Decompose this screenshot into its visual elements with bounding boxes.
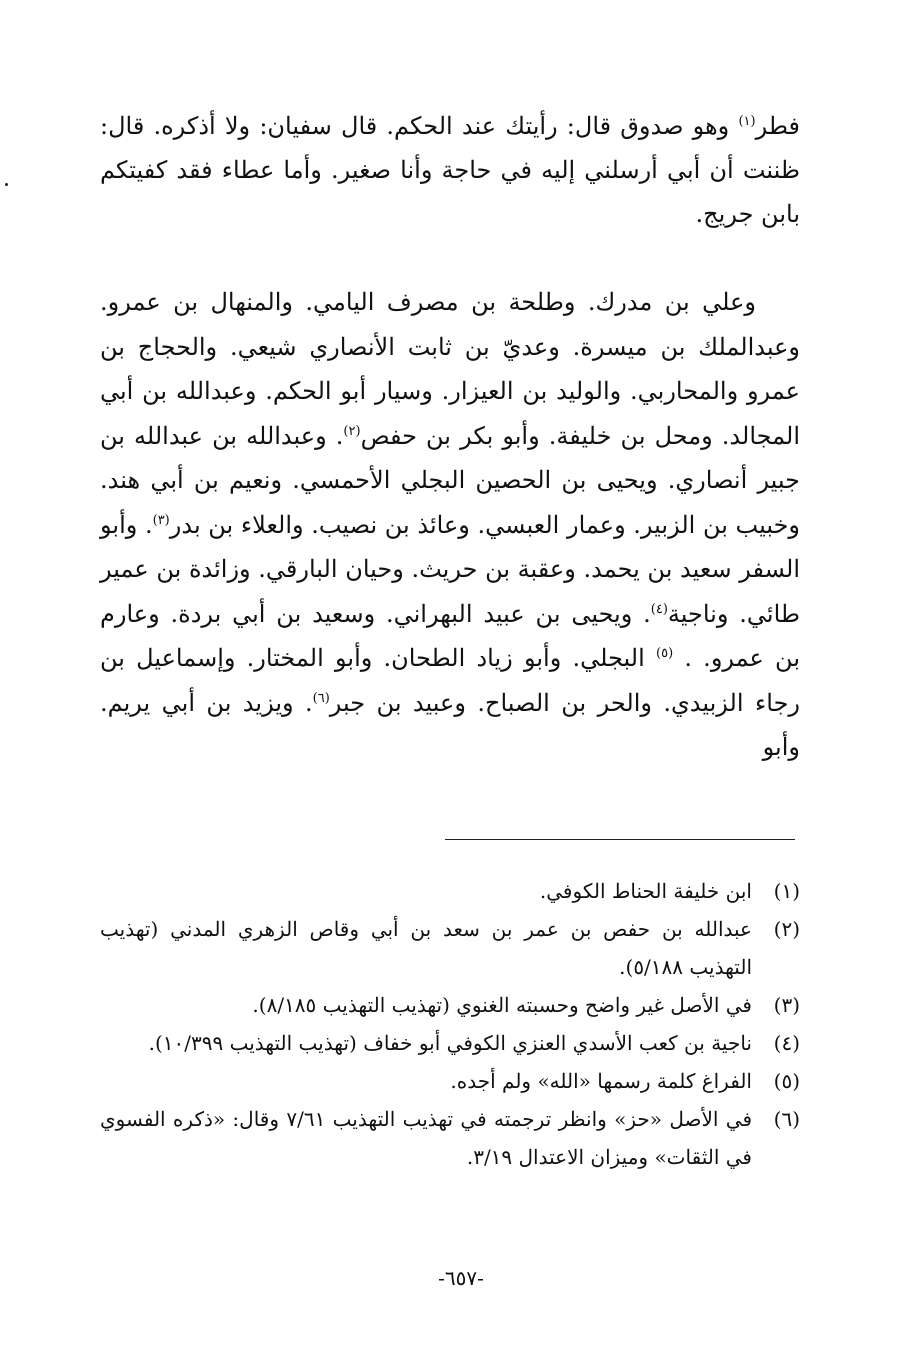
text-run: . وعبدالله بن عبدالله بن جبير أنصاري. ويحيى بن الحصين البجلي الأحمسي. ونعيم بن أبي هند. وخبيب بن الزبير. وعمار العبسي. وعائذ بن نصيب. والعلاء بن بدر (100, 421, 801, 539)
footnote-text: عبدالله بن حفص بن عمر بن سعد بن أبي وقاص الزهري المدني (تهذيب التهذيب ٥/١٨٨). (100, 917, 752, 979)
footnote-text: الفراغ كلمة رسمها «الله» ولم أجده. (450, 1069, 752, 1093)
footnote-number: (٦) (773, 1107, 800, 1131)
text-run: وعلي بن مدرك. وطلحة بن مصرف اليامي. والمنهال بن عمرو. وعبدالملك بن ميسرة. وعديّ بن ثابت الأنصاري شيعي. والحجاج بن عمرو والمحاربي. والوليد بن العيزار. وسيار أبو الحكم. وعبدالله بن أبي المجالد. ومحل بن خليفة. وأبو بكر بن حفص (100, 288, 800, 450)
footnote-item (100, 872, 800, 910)
footnote-item (100, 1062, 800, 1100)
footnote-ref: (١) (738, 114, 756, 129)
footnote-number: (٣) (773, 993, 800, 1017)
text-run: البجلي. وأبو زياد الطحان. وأبو المختار. وإسماعيل بن رجاء الزبيدي. والحر بن الصباح. وعبيد بن جبر (100, 644, 800, 717)
footnote-item (100, 910, 800, 986)
top-paragraph (100, 104, 800, 236)
text-run: . ويزيد بن أبي يريم. وأبو (100, 688, 800, 761)
margin-mark (5, 183, 8, 186)
footnote-text: في الأصل غير واضح وحسبته الغنوي (تهذيب التهذيب ٨/١٨٥). (252, 993, 752, 1017)
footnote-item (100, 986, 800, 1024)
footnote-item (100, 1100, 800, 1176)
footnote-separator (445, 839, 795, 840)
footnotes (100, 872, 800, 1176)
footnote-number: (١) (773, 879, 800, 903)
main-paragraph-text (100, 280, 800, 770)
top-paragraph-text (100, 104, 800, 236)
text-run: فطر (755, 112, 800, 140)
footnote-ref: (٢) (343, 423, 361, 439)
footnote-number: (٢) (773, 917, 800, 941)
footnote-number: (٤) (773, 1031, 800, 1055)
footnote-text: ناجية بن كعب الأسدي العنزي الكوفي أبو خفاف (تهذيب التهذيب ١٠/٣٩٩). (148, 1031, 752, 1055)
text-run: وهو صدوق قال: رأيتك عند الحكم. قال سفيان: ولا أذكره. قال: ظننت أن أبي أرسلني إليه في حاجة وأنا صغير. وأما عطاء فقد كفيتكم بابن جريج. (100, 112, 800, 228)
footnote-text: في الأصل «حز» وانظر ترجمته في تهذيب التهذيب ٧/٦١ وقال: «ذكره الفسوي في الثقات» وميزان الاعتدال ٣/١٩. (100, 1107, 752, 1169)
text-run: . ويحيى بن عبيد البهراني. وسعيد بن أبي بردة. وعارم بن عمرو. . (100, 599, 801, 672)
footnote-text: ابن خليفة الحناط الكوفي. (539, 879, 752, 903)
footnote-number: (٥) (773, 1069, 800, 1093)
footnote-ref: (٦) (312, 690, 330, 706)
footnote-ref: (٣) (152, 512, 170, 528)
footnote-ref: (٤) (650, 601, 668, 617)
footnote-ref: (٥) (656, 646, 674, 661)
main-paragraph (100, 280, 800, 770)
footnote-item (100, 1024, 800, 1062)
text-run: . وأبو السفر سعيد بن يحمد. وعقبة بن حريث. وحيان البارقي. وزائدة بن عمير طائي. وناجية (100, 510, 800, 628)
page-number: -٦٥٧- (438, 1266, 484, 1290)
